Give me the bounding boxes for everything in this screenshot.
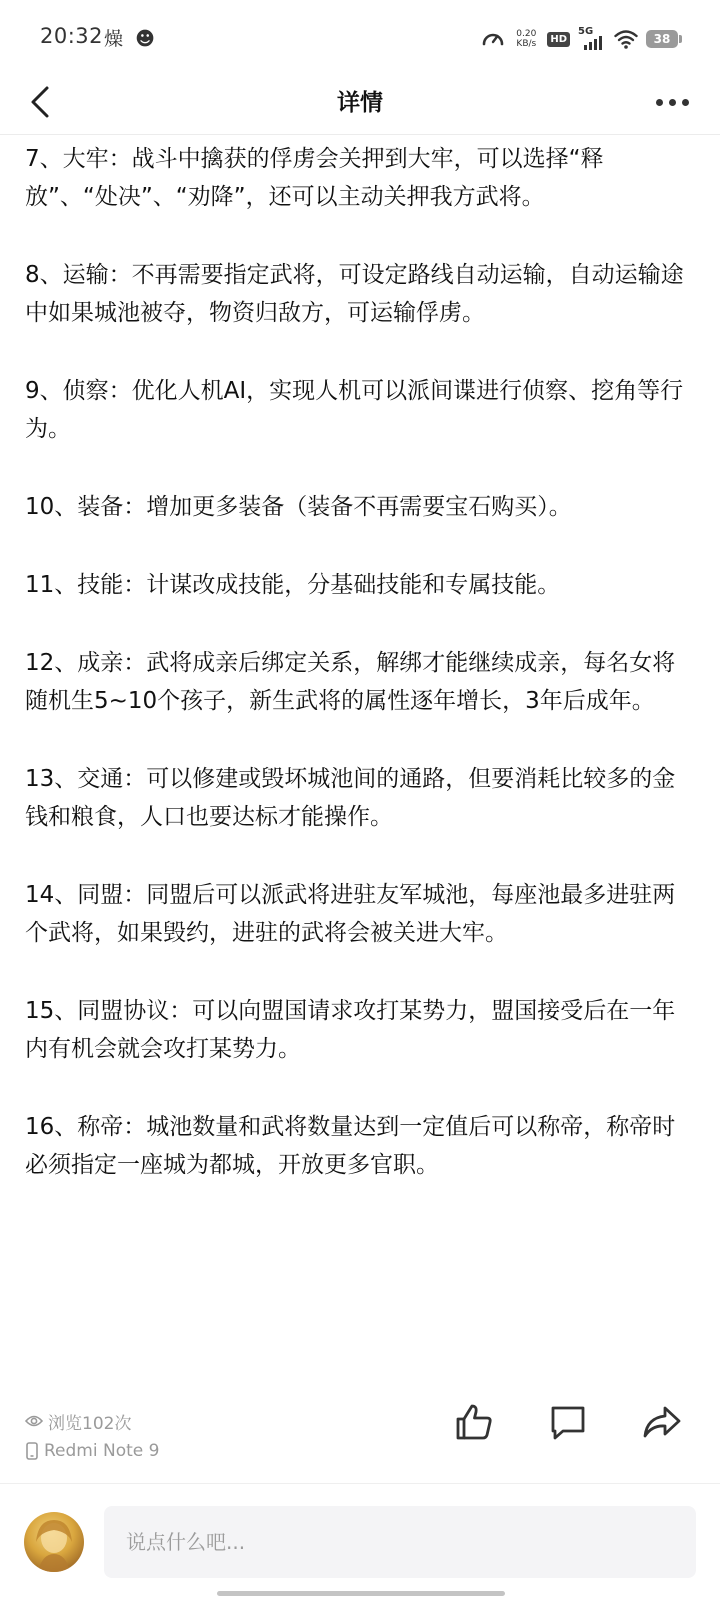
- share-button[interactable]: [640, 1400, 684, 1444]
- article-paragraph: 14、同盟：同盟后可以派武将进驻友军城池，每座池最多进驻两个武将，如果毁约，进驻的武将会被关进大牢。: [25, 882, 676, 946]
- view-count: 浏览102次: [48, 1413, 132, 1434]
- bottom-divider: [0, 1483, 720, 1484]
- fire-weather-icon: 燥: [104, 28, 124, 50]
- gamepad-icon: ☻: [135, 28, 155, 50]
- nav-divider: [0, 134, 720, 135]
- article-paragraph: 15、同盟协议：可以向盟国请求攻打某势力，盟国接受后在一年内有机会就会攻打某势力。: [25, 998, 676, 1062]
- more-dot-icon: [682, 99, 689, 106]
- more-options-button[interactable]: [650, 84, 694, 120]
- thumbs-up-icon: [454, 1402, 494, 1442]
- status-time: 20:32: [40, 24, 104, 48]
- net-speed: 0.20 KB/s: [516, 29, 537, 49]
- signal-5g-icon: 5G: [578, 28, 606, 50]
- phone-icon: [25, 1442, 39, 1460]
- more-dot-icon: [669, 99, 676, 106]
- nav-bar: [0, 72, 720, 132]
- article-paragraph: 9、侦察：优化人机AI，实现人机可以派间谍进行侦察、挖角等行为。: [25, 378, 684, 442]
- comment-icon: [548, 1402, 588, 1442]
- article-paragraph: 12、成亲：武将成亲后绑定关系，解绑才能继续成亲，每名女将随机生5~10个孩子，新生武将的属性逐年增长，3年后成年。: [25, 650, 676, 714]
- wifi-icon: [614, 29, 638, 49]
- device-row: [25, 1436, 159, 1466]
- article-paragraph: 10、装备：增加更多装备（装备不再需要宝石购买）。: [25, 494, 572, 520]
- avatar-image-icon: [24, 1512, 84, 1572]
- article-paragraph: 7、大牢：战斗中擒获的俘虏会关押到大牢，可以选择“释放”、“处决”、“劝降”，还可以主动关押我方武将。: [25, 146, 604, 210]
- avatar[interactable]: [24, 1512, 84, 1572]
- speedometer-icon: [481, 27, 505, 51]
- status-right-icons: [481, 24, 678, 54]
- article-body: [25, 140, 693, 1224]
- device-name: Redmi Note 9: [44, 1441, 160, 1461]
- status-left-icons: [104, 24, 161, 51]
- comment-button[interactable]: [546, 1400, 590, 1444]
- page-title: 详情: [337, 90, 383, 116]
- comment-input[interactable]: [104, 1506, 696, 1578]
- battery-icon: 38: [646, 30, 678, 48]
- share-icon: [642, 1402, 682, 1442]
- like-button[interactable]: [452, 1400, 496, 1444]
- article-paragraph: 16、称帝：城池数量和武将数量达到一定值后可以称帝，称帝时必须指定一座城为都城，开放更多官职。: [25, 1114, 676, 1178]
- hd-icon: HD: [547, 32, 570, 47]
- post-actions: [452, 1400, 684, 1444]
- article-paragraph: 8、运输：不再需要指定武将，可设定路线自动运输，自动运输途中如果城池被夺，物资归敌方，可运输俘虏。: [25, 262, 684, 326]
- home-indicator[interactable]: [217, 1591, 505, 1596]
- post-meta: [25, 1406, 159, 1466]
- view-count-row: [25, 1406, 159, 1436]
- article-paragraph: 13、交通：可以修建或毁坏城池间的通路，但要消耗比较多的金钱和粮食，人口也要达标才能操作。: [25, 766, 676, 830]
- status-bar: [0, 0, 720, 72]
- article-paragraph: 11、技能：计谋改成技能，分基础技能和专属技能。: [25, 572, 561, 598]
- more-dot-icon: [656, 99, 663, 106]
- eye-icon: [25, 1414, 43, 1428]
